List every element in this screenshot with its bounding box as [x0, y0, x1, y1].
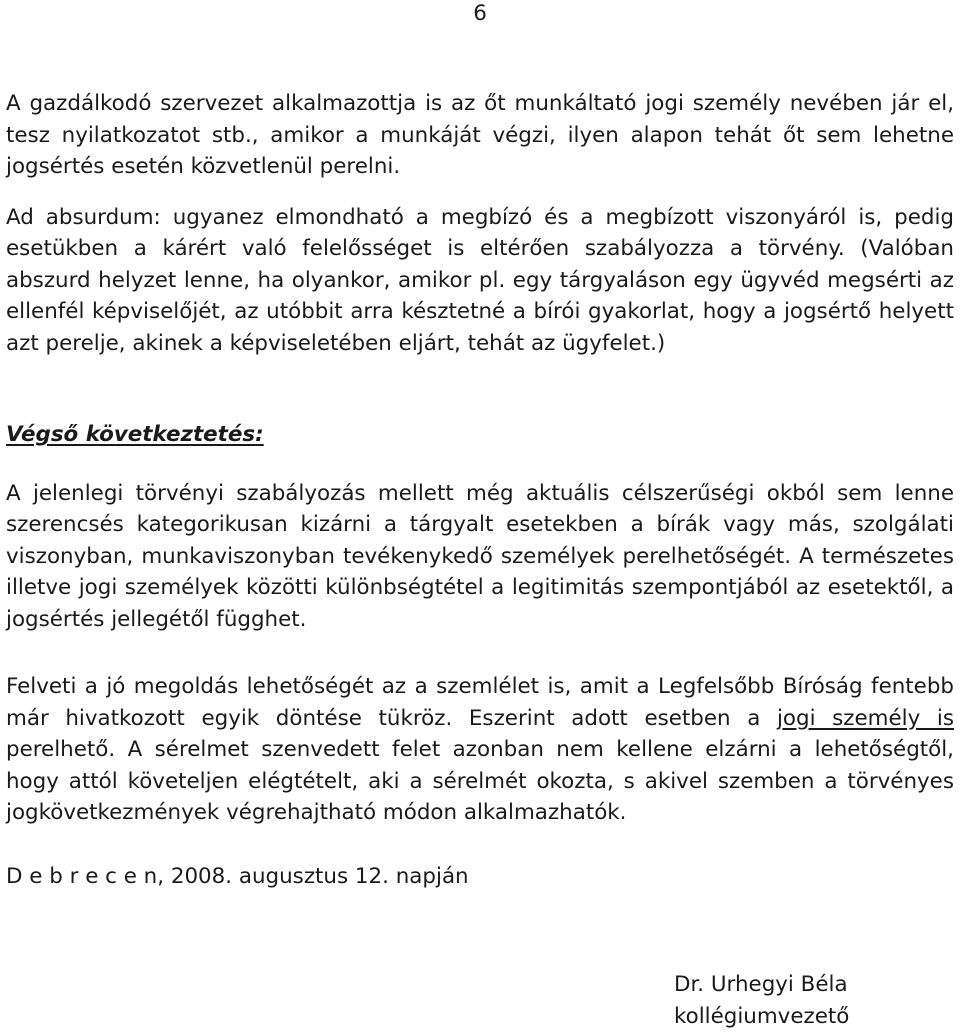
paragraph-supreme-court — [6, 671, 954, 829]
paragraph-conclusion: A jelenlegi törvényi szabályozás mellett még aktuális célszerűségi okból sem lenne szerencsés kategorikusan kizárni a tárgyalt esetekben a bírák vagy más, szolgálati viszonyban, munkaviszonyban tevékenykedő személyek perelhetőségét. A természetes illetve jogi személyek közötti különbségtétel a legitimitás szempontjából az esetektől, a jogsértés jellegétől függhet. — [6, 480, 954, 632]
paragraph-employee-liability: A gazdálkodó szervezet alkalmazottja is az őt munkáltató jogi személy nevében jár el, tesz nyilatkozatot stb., amikor a munkáját végzi, ilyen alapon tehát őt sem lehetne jogsértés esetén közvetlenül perelni. — [6, 91, 954, 179]
section-heading: Végső következtetés: — [6, 422, 264, 447]
paragraph-supreme-court-text-1: Felveti a jó megoldás lehetőségét az a szemlélet is, amit a Legfelsőbb Bíróság fentebb már hivatkozott egyik döntése tükröz. Eszerint adott esetben a — [6, 674, 954, 731]
document-body — [6, 88, 954, 892]
dateline: D e b r e c e n, 2008. augusztus 12. napján — [6, 863, 469, 889]
paragraph-ad-absurdum: Ad absurdum: ugyanez elmondható a megbízó és a megbízott viszonyáról is, pedig esetükben a kárért való felelősséget is eltérően szabályozza a törvény. (Valóban abszurd helyzet lenne, ha olyankor, amikor pl. egy tárgyaláson egy ügyvéd megsérti az ellenfél képviselőjét, az utóbbit arra késztetné a bírói gyakorlat, hogy a jogsértő helyett azt perelje, akinek a képviseletében eljárt, tehát az ügyfelet.) — [6, 204, 954, 356]
signer-name: Dr. Urhegyi Béla — [674, 972, 848, 997]
underlined-phrase: jogi személy is — [776, 705, 954, 731]
signature-block — [674, 969, 954, 1033]
signer-title: kollégiumvezető — [674, 1004, 850, 1029]
paragraph-supreme-court-text-2: perelhető. A sérelmet szenvedett felet azonban nem kellene elzárni a lehetőségtől, hogy attól követeljen elégtételt, aki a sérelmét okozta, s akivel szemben a törvényes jogkövetkezmények végrehajtható módon alkalmazhatók. — [6, 737, 954, 825]
page-number: 6 — [473, 1, 487, 26]
